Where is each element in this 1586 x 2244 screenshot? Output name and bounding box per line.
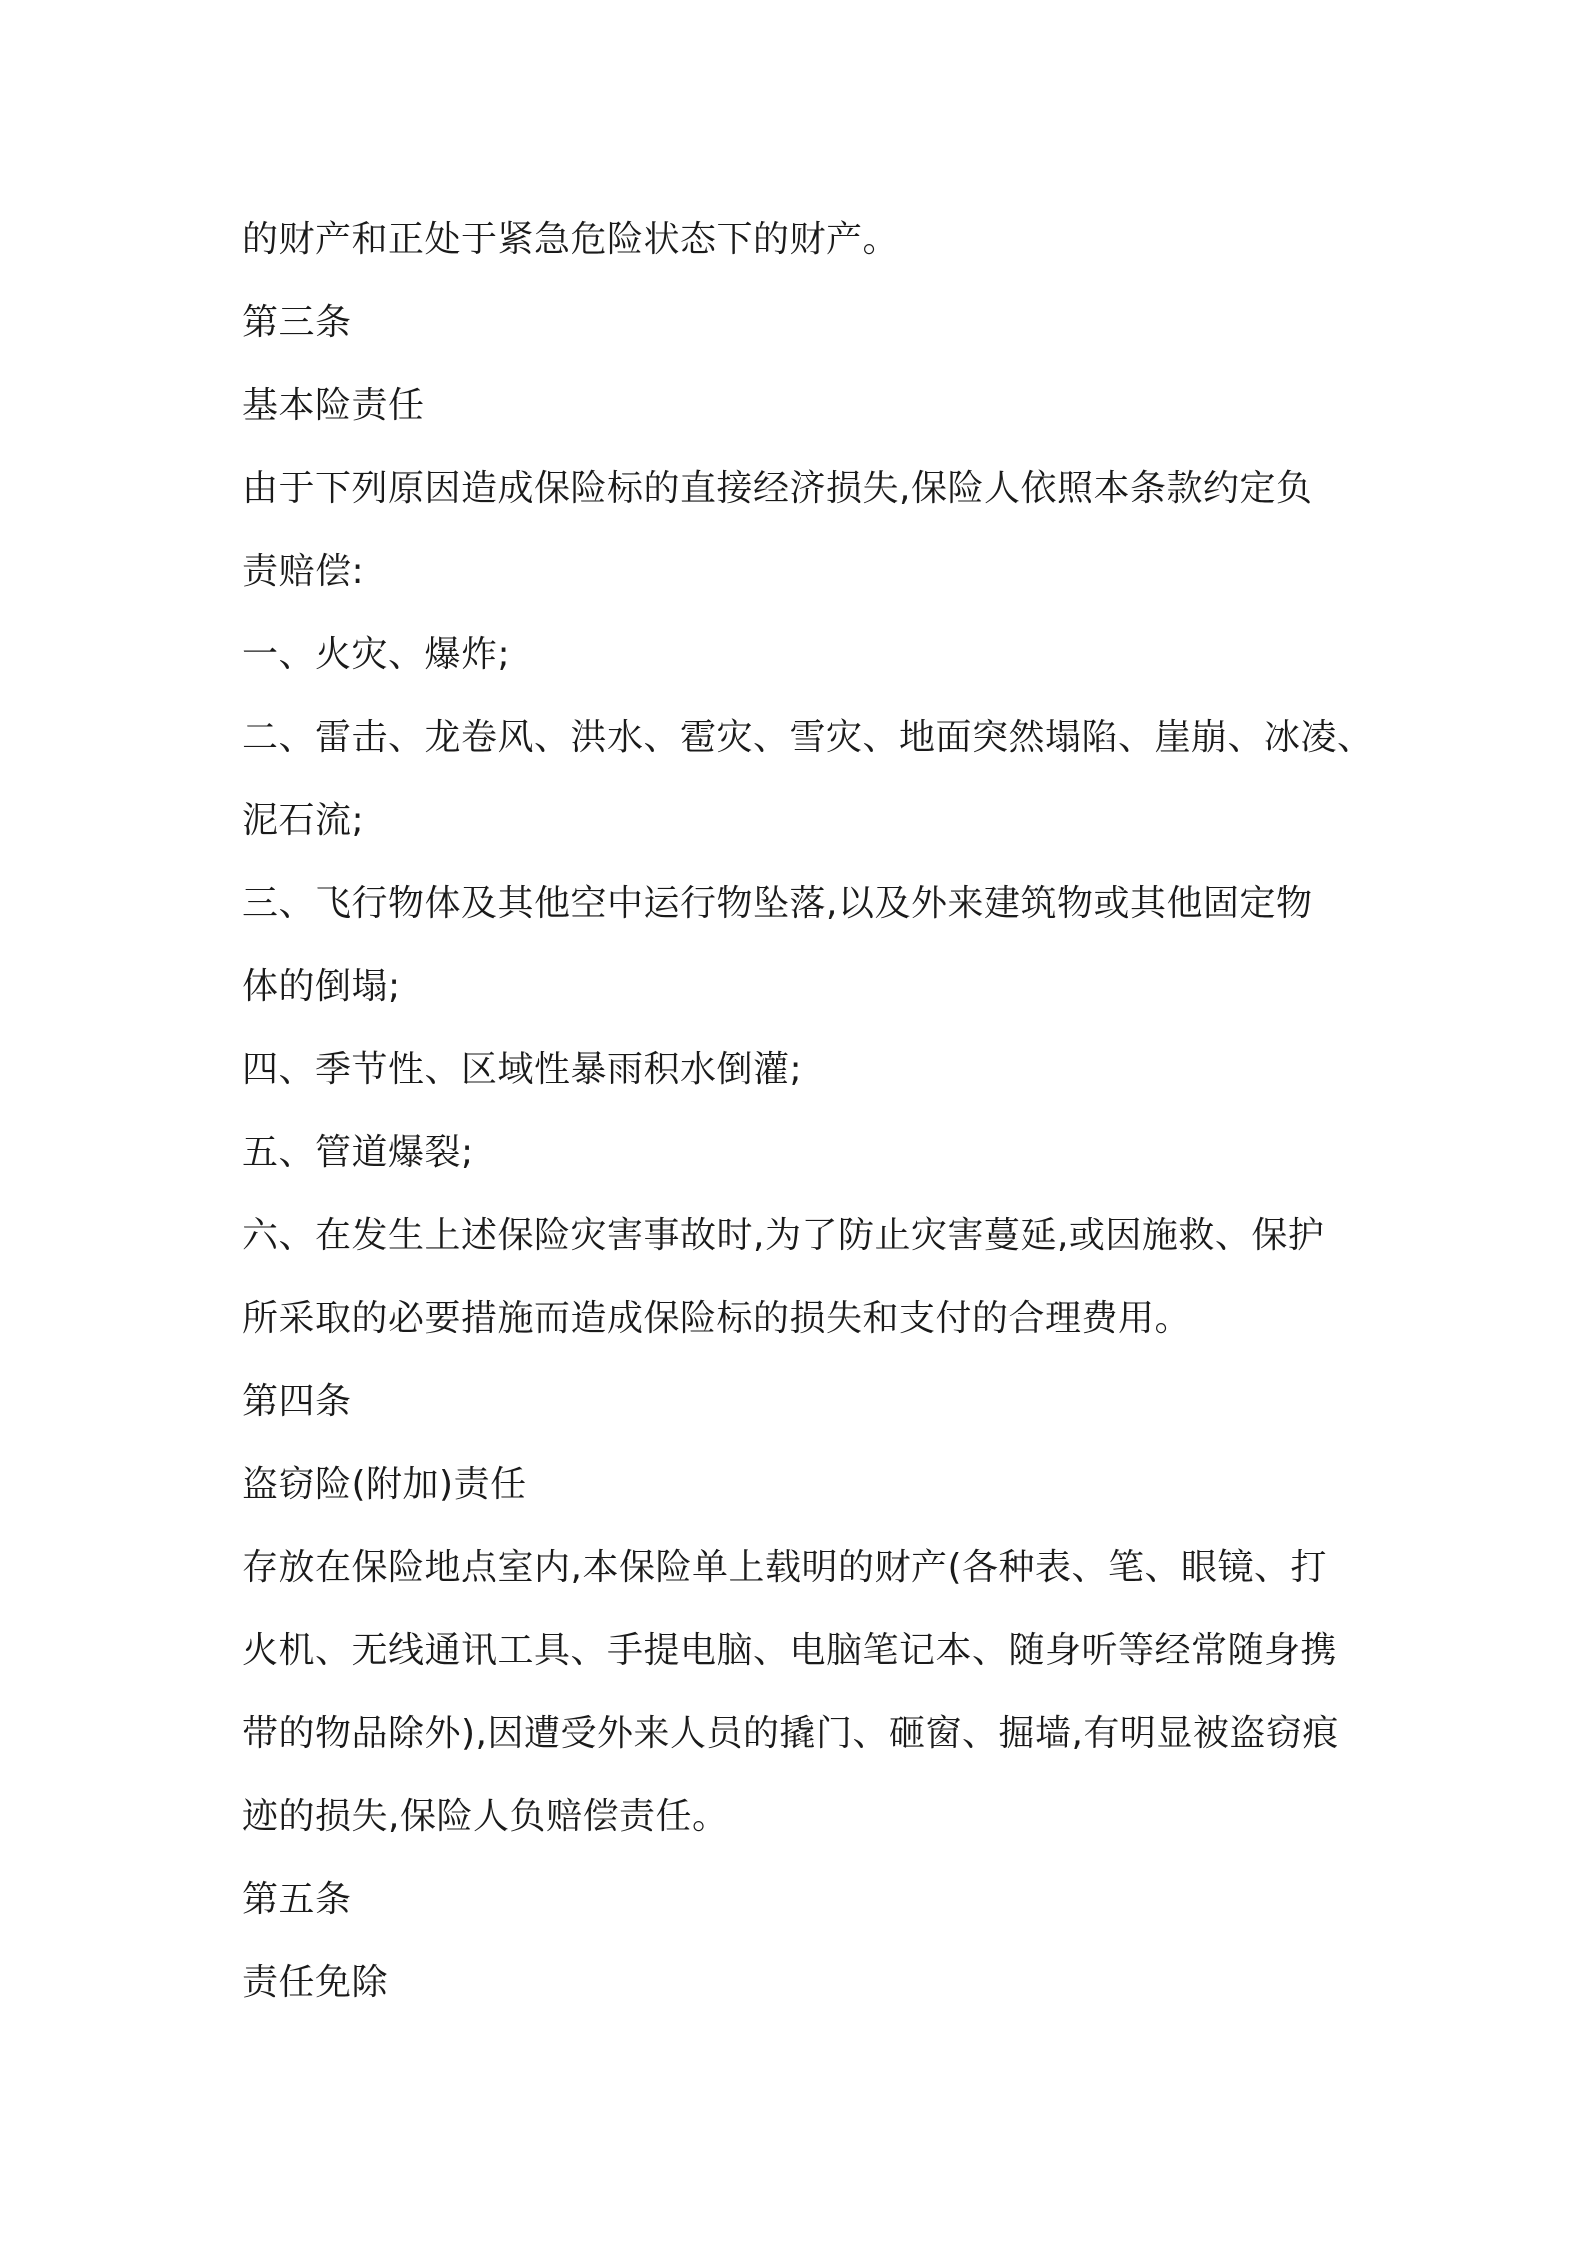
text-line: 火机、无线通讯工具、手提电脑、电脑笔记本、随身听等经常随身携 bbox=[242, 1630, 1338, 1671]
article-heading: 第五条 bbox=[242, 1879, 352, 1920]
text-line: 带的物品除外),因遭受外来人员的撬门、砸窗、掘墙,有明显被盗窃痕 bbox=[242, 1713, 1339, 1754]
section-title: 基本险责任 bbox=[242, 385, 425, 426]
list-item: 四、季节性、区域性暴雨积水倒灌; bbox=[242, 1049, 803, 1090]
text-line: 泥石流; bbox=[242, 800, 365, 841]
text-line: 的财产和正处于紧急危险状态下的财产。 bbox=[242, 219, 900, 260]
text-line: 所采取的必要措施而造成保险标的损失和支付的合理费用。 bbox=[242, 1298, 1192, 1339]
text-line: 责赔偿: bbox=[242, 551, 365, 592]
text-line: 体的倒塌; bbox=[242, 966, 401, 1007]
article-heading: 第四条 bbox=[242, 1381, 352, 1422]
list-item: 五、管道爆裂; bbox=[242, 1132, 474, 1173]
list-item: 六、在发生上述保险灾害事故时,为了防止灾害蔓延,或因施救、保护 bbox=[242, 1215, 1325, 1256]
list-item: 三、飞行物体及其他空中运行物坠落,以及外来建筑物或其他固定物 bbox=[242, 883, 1313, 924]
text-line: 存放在保险地点室内,本保险单上载明的财产(各种表、笔、眼镜、打 bbox=[242, 1547, 1327, 1588]
text-line: 迹的损失,保险人负赔偿责任。 bbox=[242, 1796, 729, 1837]
text-line: 由于下列原因造成保险标的直接经济损失,保险人依照本条款约定负 bbox=[242, 468, 1313, 509]
article-heading: 第三条 bbox=[242, 302, 352, 343]
document-body bbox=[242, 198, 1374, 2024]
list-item: 二、雷击、龙卷风、洪水、雹灾、雪灾、地面突然塌陷、崖崩、冰凌、 bbox=[242, 717, 1374, 758]
section-title: 盗窃险(附加)责任 bbox=[242, 1464, 527, 1505]
section-title: 责任免除 bbox=[242, 1962, 389, 2003]
list-item: 一、火灾、爆炸; bbox=[242, 634, 511, 675]
